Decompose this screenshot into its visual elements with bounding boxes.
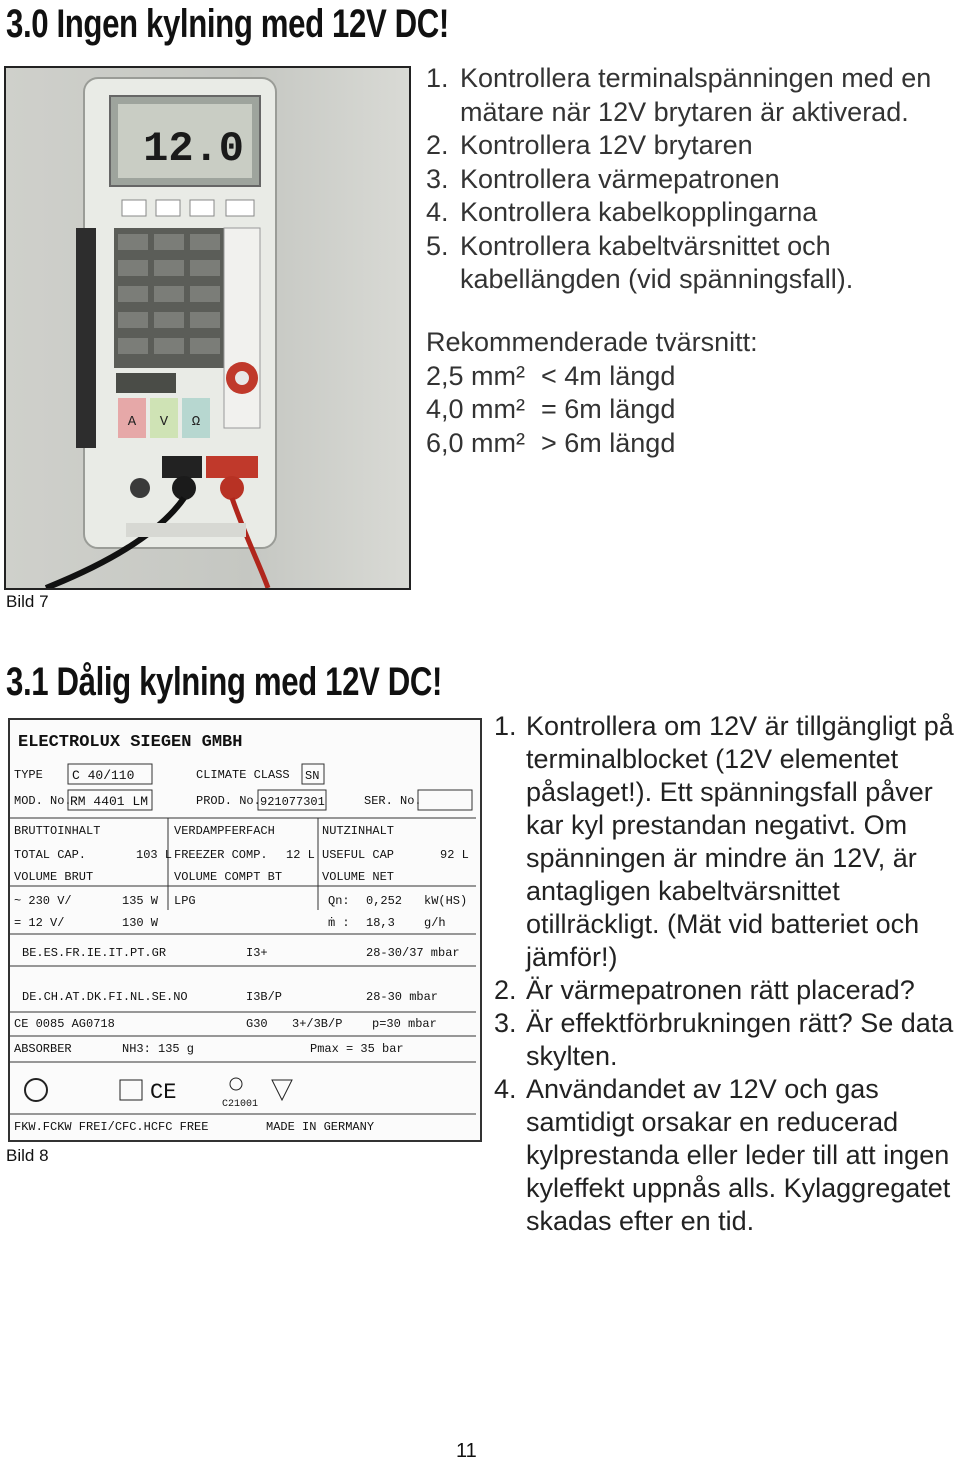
- list-item: 1. Kontrollera terminalspänningen med en mätare när 12V brytaren är aktiverad.: [426, 63, 932, 127]
- svg-text:130 W: 130 W: [122, 916, 159, 930]
- svg-text:3+/3B/P: 3+/3B/P: [292, 1017, 343, 1031]
- svg-text:kW(HS): kW(HS): [424, 894, 468, 908]
- svg-text:TOTAL CAP.: TOTAL CAP.: [14, 848, 87, 862]
- svg-text:G30: G30: [246, 1017, 268, 1031]
- section-title-3-0: 3.0 Ingen kylning med 12V DC!: [6, 2, 449, 46]
- svg-text:VOLUME COMPT BT: VOLUME COMPT BT: [174, 870, 283, 884]
- recommended-title: Rekommenderade tvärsnitt:: [426, 327, 758, 357]
- svg-text:USEFUL CAP: USEFUL CAP: [322, 848, 395, 862]
- svg-text:A: A: [127, 414, 137, 430]
- svg-text:18,3: 18,3: [366, 916, 395, 930]
- figure-caption-7: Bild 7: [6, 592, 49, 611]
- recommended-cross-sections: [426, 326, 758, 460]
- multimeter-photo: [4, 66, 411, 590]
- svg-text:135 W: 135 W: [122, 894, 159, 908]
- svg-text:V: V: [159, 414, 169, 430]
- svg-text:0,252: 0,252: [366, 894, 403, 908]
- svg-text:TYPE: TYPE: [14, 768, 43, 782]
- recommended-row: 2,5 mm² < 4m längd: [426, 360, 676, 391]
- svg-text:CLIMATE CLASS: CLIMATE CLASS: [196, 768, 290, 782]
- svg-text:I3B/P: I3B/P: [246, 990, 283, 1004]
- list-item: 3. Kontrollera värmepatronen: [426, 163, 780, 194]
- svg-text:p=30 mbar: p=30 mbar: [372, 1017, 437, 1031]
- svg-text:VOLUME NET: VOLUME NET: [322, 870, 395, 884]
- svg-text:FREEZER COMP.: FREEZER COMP.: [174, 848, 268, 862]
- list-item: 3. Är effektförbrukningen rätt? Se data skylten.: [494, 1008, 954, 1071]
- svg-text:Qn:: Qn:: [328, 894, 350, 908]
- meter-display-value: 12.0: [143, 125, 244, 173]
- svg-text:BE.ES.FR.IE.IT.PT.GR: BE.ES.FR.IE.IT.PT.GR: [22, 946, 167, 960]
- svg-text:DE.CH.AT.DK.FI.NL.SE.NO: DE.CH.AT.DK.FI.NL.SE.NO: [22, 990, 188, 1004]
- svg-text:Ω: Ω: [191, 414, 201, 430]
- svg-text:PROD. No.: PROD. No.: [196, 794, 261, 808]
- svg-text:FKW.FCKW FREI/CFC.HCFC FREE: FKW.FCKW FREI/CFC.HCFC FREE: [14, 1120, 209, 1134]
- section2-checklist: [494, 710, 960, 1238]
- svg-text:MOD. No.: MOD. No.: [14, 794, 72, 808]
- svg-text:MADE IN GERMANY: MADE IN GERMANY: [266, 1120, 375, 1134]
- svg-text:CE 0085 AG0718: CE 0085 AG0718: [14, 1017, 115, 1031]
- rating-plate-drawing: [10, 720, 480, 1140]
- svg-text:28-30 mbar: 28-30 mbar: [366, 990, 439, 1004]
- svg-text:12 L: 12 L: [286, 848, 315, 862]
- svg-text:I3+: I3+: [246, 946, 268, 960]
- svg-text:Pmax = 35 bar: Pmax = 35 bar: [310, 1042, 404, 1056]
- plate-maker: ELECTROLUX SIEGEN GMBH: [18, 733, 243, 752]
- list-item: 5. Kontrollera kabeltvärsnittet och kabellängden (vid spänningsfall).: [426, 230, 854, 294]
- svg-text:= 12 V/: = 12 V/: [14, 916, 65, 930]
- svg-text:LPG: LPG: [174, 894, 196, 908]
- recommended-row: 6,0 mm² > 6m längd: [426, 427, 676, 458]
- svg-text:ABSORBER: ABSORBER: [14, 1042, 72, 1056]
- svg-text:CE: CE: [150, 1080, 177, 1105]
- list-item: 2. Är värmepatronen rätt placerad?: [494, 975, 915, 1005]
- svg-text:VERDAMPFERFACH: VERDAMPFERFACH: [174, 824, 275, 838]
- svg-text:92 L: 92 L: [440, 848, 469, 862]
- svg-text:921077301: 921077301: [260, 795, 325, 809]
- list-item: 4. Användandet av 12V och gas samtidigt orsakar en reducerad kylprestanda eller leder till att ingen kyleffekt uppnås alls. Kylaggregatet skadas efter en tid.: [494, 1074, 951, 1236]
- svg-text:NUTZINHALT: NUTZINHALT: [322, 824, 395, 838]
- svg-text:C 40/110: C 40/110: [72, 768, 135, 783]
- list-item: 2. Kontrollera 12V brytaren: [426, 130, 753, 160]
- svg-text:BRUTTOINHALT: BRUTTOINHALT: [14, 824, 101, 838]
- svg-text:~ 230 V/: ~ 230 V/: [14, 894, 72, 908]
- svg-text:SN: SN: [305, 769, 320, 783]
- list-item: 4. Kontrollera kabelkopplingarna: [426, 197, 818, 227]
- section1-checklist: [426, 62, 956, 297]
- svg-text:SER. No.: SER. No.: [364, 794, 422, 808]
- svg-text:g/h: g/h: [424, 916, 446, 930]
- svg-text:28-30/37 mbar: 28-30/37 mbar: [366, 946, 460, 960]
- section-title-3-1: 3.1 Dålig kylning med 12V DC!: [6, 660, 443, 704]
- svg-text:103 L: 103 L: [136, 848, 173, 862]
- svg-text:VOLUME BRUT: VOLUME BRUT: [14, 870, 94, 884]
- svg-text:NH3: 135 g: NH3: 135 g: [122, 1042, 195, 1056]
- svg-text:ṁ :: ṁ :: [328, 916, 350, 930]
- rating-plate: [8, 718, 482, 1142]
- recommended-row: 4,0 mm² = 6m längd: [426, 394, 676, 424]
- list-item: 1. Kontrollera om 12V är tillgängligt på terminalblocket (12V elementet påslaget!). Ett spänningsfall påver kar kyl prestandan negativt. Om spänningen är mindre än 12V, är antagligen kabeltvärsnittet otillräckligt. (Mät vid batteriet och jämför!): [494, 711, 954, 972]
- multimeter-illustration: [6, 68, 409, 588]
- figure-caption-8: Bild 8: [6, 1146, 49, 1165]
- svg-text:C21001: C21001: [222, 1099, 259, 1110]
- svg-text:RM 4401 LM: RM 4401 LM: [70, 794, 149, 809]
- page-number: 11: [456, 1440, 477, 1462]
